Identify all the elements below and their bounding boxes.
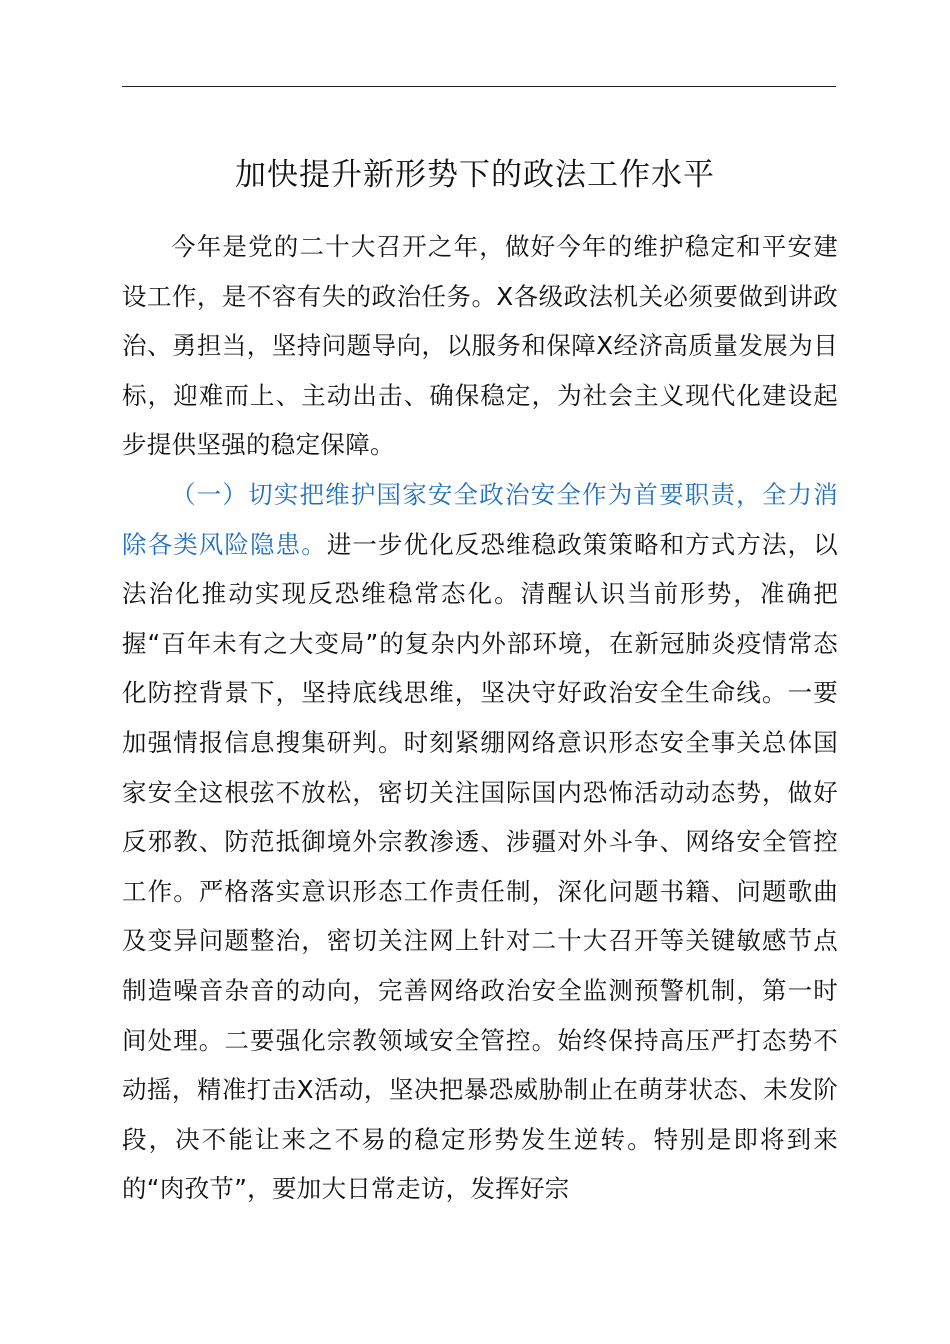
paragraph-intro <box>122 222 838 470</box>
document-body <box>122 222 838 1214</box>
section-heading: （一）切实把维护国家安全政治安全作为首要职责，全力消除各类风险隐患。 <box>122 479 838 559</box>
document-title: 加快提升新形势下的政法工作水平 <box>235 157 715 193</box>
header-rule <box>122 86 836 87</box>
paragraph-text: 今年是党的二十大召开之年，做好今年的维护稳定和平安建设工作，是不容有失的政治任务。X各级政法机关必须要做到讲政治、勇担当，坚持问题导向，以服务和保障X经济高质量发展为目标，迎难而上、主动出击、确保稳定，为社会主义现代化建设起步提供坚强的稳定保障。 <box>122 232 838 460</box>
paragraph-section-1 <box>122 470 838 1214</box>
paragraph-text: 进一步优化反恐维稳政策策略和方式方法，以法治化推动实现反恐维稳常态化。清醒认识当前形势，准确把握“百年未有之大变局”的复杂内外部环境，在新冠肺炎疫情常态化防控背景下，坚持底线思维，坚决守好政治安全生命线。一要加强情报信息搜集研判。时刻紧绷网络意识形态安全事关总体国家安全这根弦不放松，密切关注国际国内恐怖活动动态势，做好反邪教、防范抵御境外宗教渗透、涉疆对外斗争、网络安全管控工作。严格落实意识形态工作责任制，深化问题书籍、问题歌曲及变异问题整治，密切关注网上针对二十大召开等关键敏感节点制造噪音杂音的动向，完善网络政治安全监测预警机制，第一时间处理。二要强化宗教领域安全管控。始终保持高压严打态势不动摇，精准打击X活动，坚决把暴恐威胁制止在萌芽状态、未发阶段，决不能让来之不易的稳定形势发生逆转。特别是即将到来的“肉孜节”，要加大日常走访，发挥好宗 <box>122 529 839 1204</box>
